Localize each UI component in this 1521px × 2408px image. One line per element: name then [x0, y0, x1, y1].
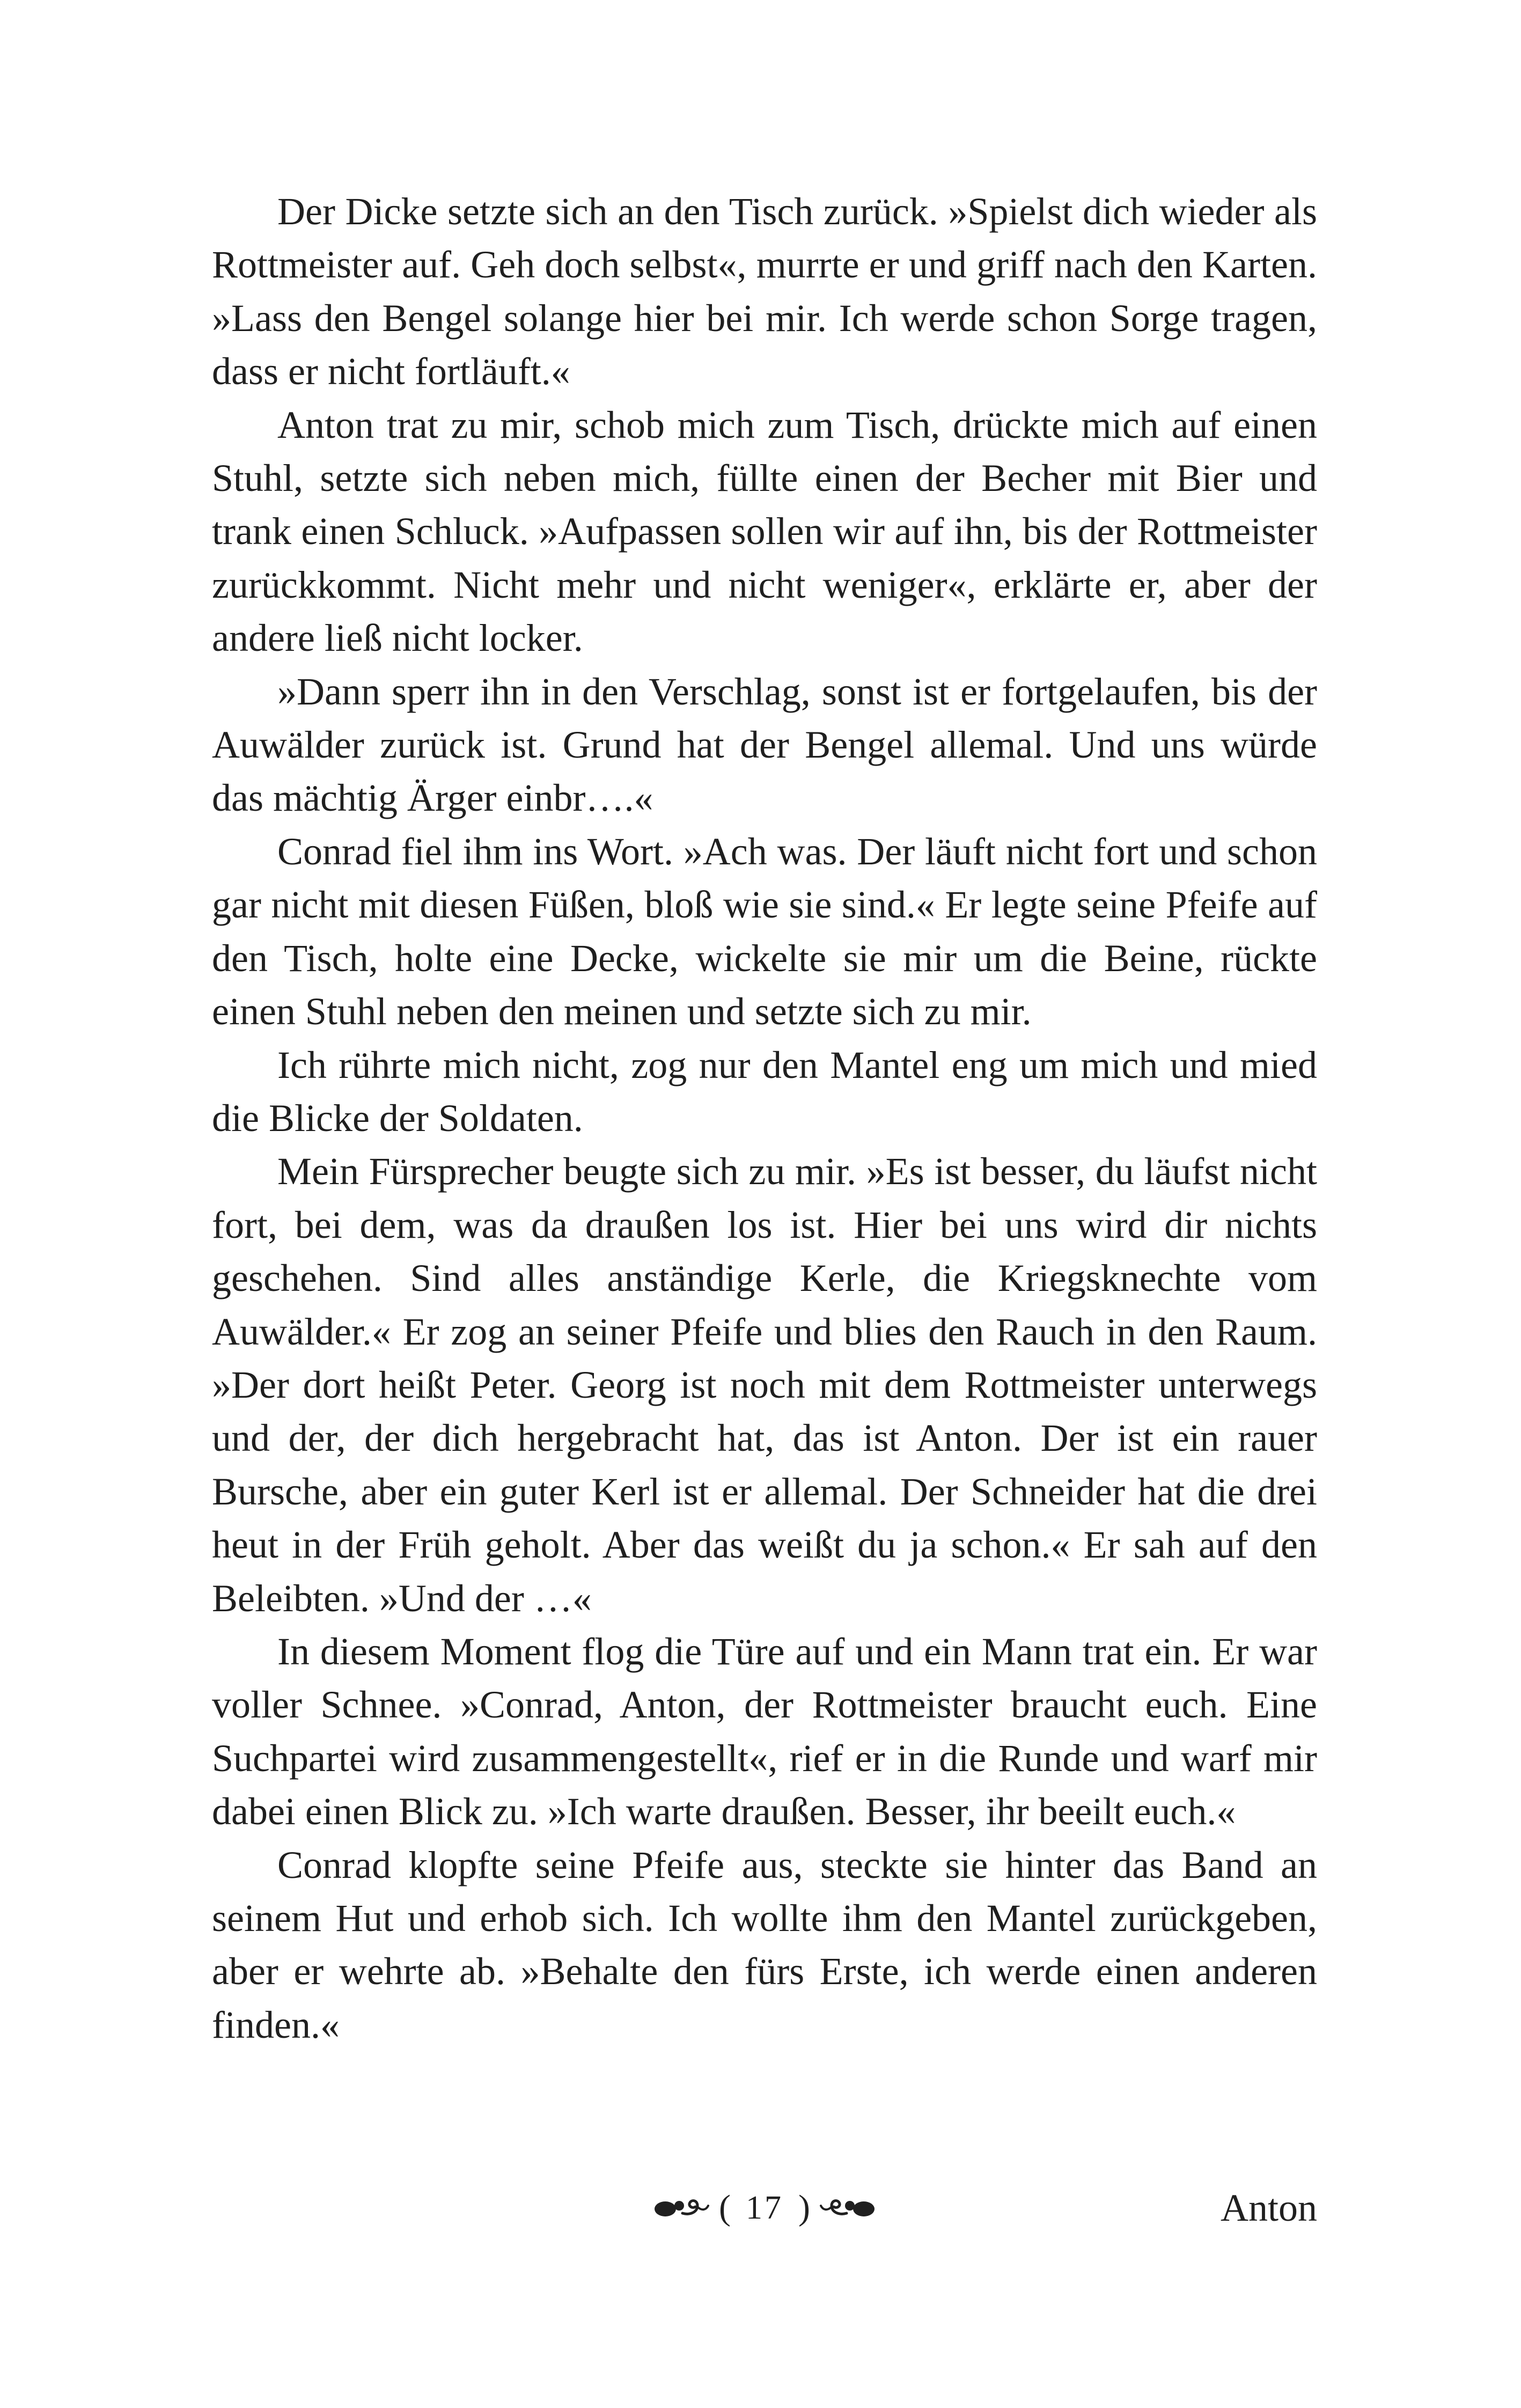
paragraph-2: Anton trat zu mir, schob mich zum Tisch, drückte mich auf einen Stuhl, setzte sich neben mich, füllte einen der Becher mit Bier und trank einen Schluck. »Aufpassen sollen wir auf ihn, bis der Rottmeister zurückkommt. Nicht mehr und nicht weniger«, erklärte er, aber der andere ließ nicht locker.	[212, 403, 1317, 660]
folio-close-paren: )	[798, 2188, 810, 2227]
ornament-left-icon	[652, 2195, 711, 2221]
paragraph-6: Mein Fürsprecher beugte sich zu mir. »Es ist besser, du läufst nicht fort, bei dem, was da draußen los ist. Hier bei uns wird dir nichts geschehen. Sind alles anständige Kerle, die Kriegsknechte vom Auwälder.« Er zog an seiner Pfeife und blies den Rauch in den Raum. »Der dort heißt Peter. Georg ist noch mit dem Rottmeister unterwegs und der, der dich hergebracht hat, das ist Anton. Der ist ein rauer Bursche, aber ein guter Kerl ist er allemal. Der Schneider hat die drei heut in der Früh geholt. Aber das weißt du ja schon.« Er sah auf den Beleibten. »Und der …«	[212, 1150, 1317, 1620]
running-head: Anton	[1221, 2186, 1317, 2229]
folio-open-paren: (	[719, 2188, 731, 2227]
paragraph-1: Der Dicke setzte sich an den Tisch zurück. »Spielst dich wieder als Rottmeister auf. Geh doch selbst«, murrte er und griff nach den Karten. »Lass den Bengel solange hier bei mir. Ich werde schon Sorge tragen, dass er nicht fortläuft.«	[212, 190, 1317, 393]
paragraph-3: »Dann sperr ihn in den Verschlag, sonst ist er fortgelaufen, bis der Auwälder zurück ist. Grund hat der Bengel allemal. Und uns würde das mächtig Ärger einbr….«	[212, 670, 1317, 820]
page-folio	[212, 2178, 1317, 2237]
body-text	[212, 185, 1317, 2052]
paragraph-5: Ich rührte mich nicht, zog nur den Mantel eng um mich und mied die Blicke der Soldaten.	[212, 1043, 1317, 1140]
paragraph-7: In diesem Moment flog die Türe auf und ein Mann trat ein. Er war voller Schnee. »Conrad, Anton, der Rottmeister braucht euch. Eine Suchpartei wird zusammengestellt«, rief er in die Runde und warf mir dabei einen Blick zu. »Ich warte draußen. Besser, ihr beeilt euch.«	[212, 1629, 1317, 1833]
paragraph-8: Conrad klopfte seine Pfeife aus, steckte sie hinter das Band an seinem Hut und erhob sich. Ich wollte ihm den Mantel zurückgeben, aber er wehrte ab. »Behalte den fürs Erste, ich werde einen anderen finden.«	[212, 1843, 1317, 2046]
page-footer	[212, 2178, 1317, 2237]
paragraph-4: Conrad fiel ihm ins Wort. »Ach was. Der läuft nicht fort und schon gar nicht mit diesen Füßen, bloß wie sie sind.« Er legte seine Pfeife auf den Tisch, holte eine Decke, wickelte sie mir um die Beine, rückte einen Stuhl neben den meinen und setzte sich zu mir.	[212, 829, 1317, 1033]
ornament-right-icon	[818, 2195, 877, 2221]
page-number: 17	[746, 2190, 783, 2226]
